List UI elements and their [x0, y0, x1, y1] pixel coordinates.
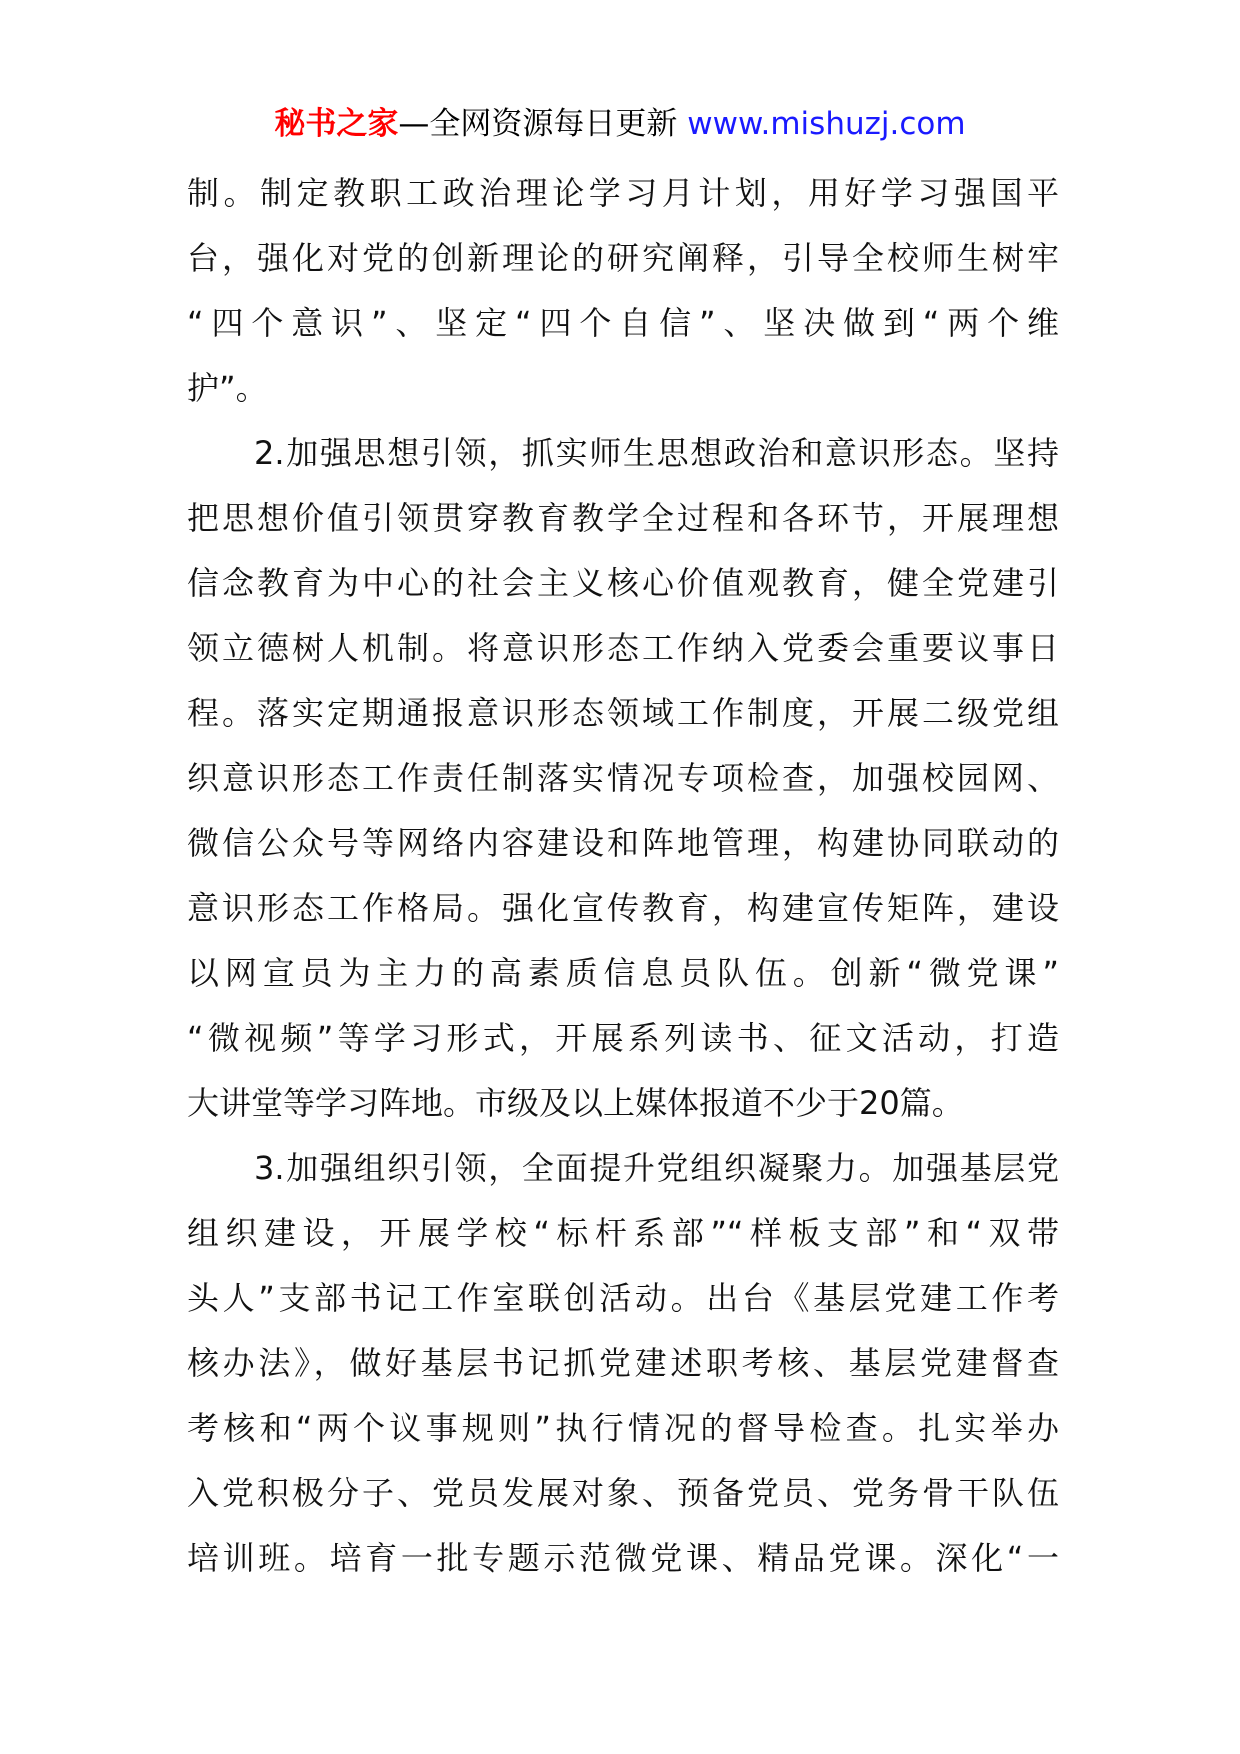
text-line: 2.加强思想引领，抓实师生思想政治和意识形态。坚持	[254, 434, 1059, 472]
text-line: 织意识形态工作责任制落实情况专项检查，加强校园网、	[187, 759, 1059, 797]
text-line: 核办法》，做好基层书记抓党建述职考核、基层党建督查	[187, 1344, 1059, 1382]
site-url-link[interactable]: www.mishuzj.com	[687, 106, 966, 142]
text-line: 把思想价值引领贯穿教育教学全过程和各环节，开展理想	[187, 499, 1059, 537]
brand-tagline: —全网资源每日更新	[398, 106, 678, 142]
text-line: 培训班。培育一批专题示范微党课、精品党课。深化“一	[187, 1539, 1059, 1577]
text-line: 信念教育为中心的社会主义核心价值观教育，健全党建引	[187, 564, 1059, 602]
text-line: 意识形态工作格局。强化宣传教育，构建宣传矩阵，建设	[187, 889, 1059, 927]
text-line: “微视频”等学习形式，开展系列读书、征文活动，打造	[187, 1019, 1059, 1057]
text-line: 考核和“两个议事规则”执行情况的督导检查。扎实举办	[187, 1409, 1059, 1447]
text-line: “四个意识”、坚定“四个自信”、坚决做到“两个维	[187, 304, 1059, 342]
body-text	[187, 161, 1059, 1591]
text-line: 程。落实定期通报意识形态领域工作制度，开展二级党组	[187, 694, 1059, 732]
text-line: 头人”支部书记工作室联创活动。出台《基层党建工作考	[187, 1279, 1059, 1317]
text-line: 组织建设，开展学校“标杆系部”“样板支部”和“双带	[187, 1214, 1059, 1252]
text-line: 微信公众号等网络内容建设和阵地管理，构建协同联动的	[187, 824, 1059, 862]
text-line: 大讲堂等学习阵地。市级及以上媒体报道不少于20篇。	[187, 1084, 964, 1122]
text-line: 台，强化对党的创新理论的研究阐释，引导全校师生树牢	[187, 239, 1059, 277]
text-line: 入党积极分子、党员发展对象、预备党员、党务骨干队伍	[187, 1474, 1059, 1512]
text-line: 以网宣员为主力的高素质信息员队伍。创新“微党课”	[187, 954, 1059, 992]
site-header	[0, 100, 1240, 148]
text-line: 领立德树人机制。将意识形态工作纳入党委会重要议事日	[187, 629, 1059, 667]
text-line: 护”。	[187, 369, 268, 407]
text-line: 制。制定教职工政治理论学习月计划，用好学习强国平	[187, 174, 1059, 212]
text-line: 3.加强组织引领，全面提升党组织凝聚力。加强基层党	[254, 1149, 1059, 1187]
brand-name: 秘书之家	[274, 106, 399, 142]
